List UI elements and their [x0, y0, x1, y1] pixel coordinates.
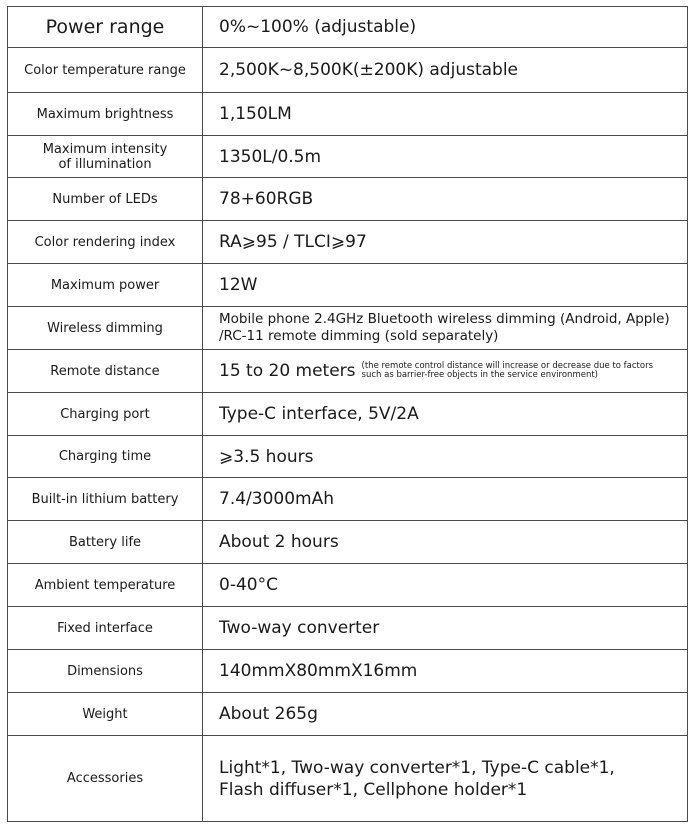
spec-value-line: Light*1, Two-way converter*1, Type-C cable*1, [219, 757, 615, 778]
spec-value-line: /RC-11 remote dimming (sold separately) [219, 328, 499, 344]
spec-label: Charging port [8, 393, 203, 436]
spec-value [203, 307, 688, 350]
spec-value: 7.4/3000mAh [203, 478, 688, 521]
spec-row-charging-time [8, 436, 688, 478]
spec-value: 0-40°C [203, 564, 688, 607]
spec-value [203, 736, 688, 822]
spec-label: Fixed interface [8, 607, 203, 650]
specifications-table [7, 6, 688, 822]
spec-row-battery-life [8, 521, 688, 564]
spec-row-lithium-battery [8, 478, 688, 521]
spec-row-charging-port [8, 393, 688, 436]
spec-value [203, 350, 688, 393]
spec-label [8, 136, 203, 178]
spec-row-max-power [8, 264, 688, 307]
note-line: such as barrier-free objects in the service environment) [361, 370, 598, 380]
spec-value: About 2 hours [203, 521, 688, 564]
spec-row-wireless-dimming [8, 307, 688, 350]
spec-label: Weight [8, 693, 203, 736]
spec-value-note [362, 362, 653, 380]
spec-label: Ambient temperature [8, 564, 203, 607]
spec-value: Two-way converter [203, 607, 688, 650]
spec-label: Remote distance [8, 350, 203, 393]
spec-value: Type-C interface, 5V/2A [203, 393, 688, 436]
spec-label: Maximum power [8, 264, 203, 307]
spec-label: Maximum brightness [8, 93, 203, 136]
spec-value: 1,150LM [203, 93, 688, 136]
spec-value: About 265g [203, 693, 688, 736]
spec-label: Accessories [8, 736, 203, 822]
spec-row-remote-distance [8, 350, 688, 393]
spec-row-fixed-interface [8, 607, 688, 650]
spec-value: 140mmX80mmX16mm [203, 650, 688, 693]
spec-label: Color temperature range [8, 48, 203, 93]
spec-label: Power range [8, 7, 203, 48]
spec-value: RA⩾95 / TLCI⩾97 [203, 221, 688, 264]
spec-row-dimensions [8, 650, 688, 693]
spec-value-main: 15 to 20 meters [219, 361, 356, 381]
spec-label-line: Maximum intensity [42, 141, 168, 157]
spec-label: Built-in lithium battery [8, 478, 203, 521]
spec-row-ambient-temperature [8, 564, 688, 607]
spec-label: Number of LEDs [8, 178, 203, 221]
spec-label: Dimensions [8, 650, 203, 693]
note-line: (the remote control distance will increase or decrease due to factors [361, 361, 654, 371]
spec-label: Color rendering index [8, 221, 203, 264]
spec-label-line: of illumination [58, 156, 152, 172]
spec-value-line: Mobile phone 2.4GHz Bluetooth wireless dimming (Android, Apple) [219, 311, 670, 327]
spec-row-max-intensity [8, 136, 688, 178]
spec-label: Battery life [8, 521, 203, 564]
spec-row-color-rendering [8, 221, 688, 264]
spec-row-power-range [8, 7, 688, 48]
spec-label: Charging time [8, 436, 203, 478]
spec-value: 1350L/0.5m [203, 136, 688, 178]
spec-value-line: Flash diffuser*1, Cellphone holder*1 [219, 779, 528, 800]
spec-value: 0%~100% (adjustable) [203, 7, 688, 48]
spec-value: 78+60RGB [203, 178, 688, 221]
spec-value: ⩾3.5 hours [203, 436, 688, 478]
spec-row-weight [8, 693, 688, 736]
spec-value: 12W [203, 264, 688, 307]
spec-label: Wireless dimming [8, 307, 203, 350]
spec-row-accessories [8, 736, 688, 822]
spec-row-number-of-leds [8, 178, 688, 221]
spec-row-color-temperature [8, 48, 688, 93]
spec-row-max-brightness [8, 93, 688, 136]
spec-value: 2,500K~8,500K(±200K) adjustable [203, 48, 688, 93]
